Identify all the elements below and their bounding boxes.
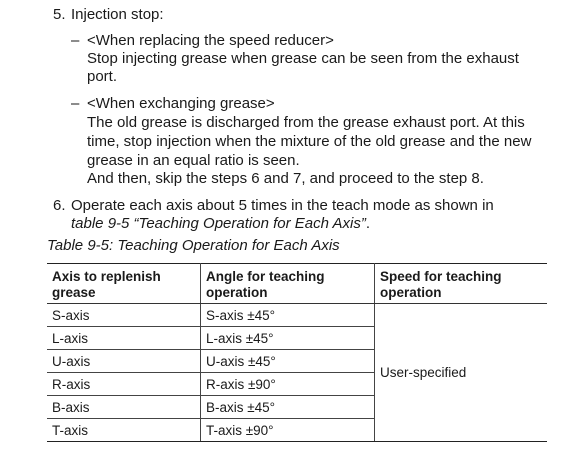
bullet-dash: –: [71, 32, 80, 49]
step-6-line-1: Operate each axis about 5 times in the teach mode as shown in: [71, 197, 494, 214]
cell-speed: User-specified: [375, 304, 548, 442]
item-text-line: grease in an equal ratio is seen.: [87, 152, 300, 169]
cell-angle: R-axis ±90°: [201, 373, 375, 396]
header-angle: Angle for teaching operation: [201, 264, 375, 304]
table-caption: Table 9-5: Teaching Operation for Each Axis: [47, 237, 340, 254]
item-heading-replacing: <When replacing the speed reducer>: [87, 32, 334, 49]
cell-axis: U-axis: [47, 350, 201, 373]
item-text-line: Stop injecting grease when grease can be seen from the exhaust: [87, 50, 519, 67]
cell-angle: U-axis ±45°: [201, 350, 375, 373]
item-text-line: time, stop injection when the mixture of the old grease and the new: [87, 133, 532, 150]
cell-angle: L-axis ±45°: [201, 327, 375, 350]
table-row: [47, 304, 547, 327]
cell-axis: T-axis: [47, 419, 201, 442]
cell-axis: B-axis: [47, 396, 201, 419]
step-5-title: Injection stop:: [71, 6, 164, 23]
step-5-number: 5.: [53, 6, 66, 23]
step-6-line-2: [71, 215, 370, 234]
bullet-dash: –: [71, 95, 80, 112]
cell-angle: B-axis ±45°: [201, 396, 375, 419]
table-header-row: [47, 264, 547, 304]
header-speed: Speed for teaching operation: [375, 264, 548, 304]
step-6-number: 6.: [53, 197, 66, 214]
table-reference-link[interactable]: table 9-5 “Teaching Operation for Each Axis”: [71, 215, 366, 232]
item-text-line: And then, skip the steps 6 and 7, and proceed to the step 8.: [87, 170, 484, 187]
item-text-line: The old grease is discharged from the grease exhaust port. At this: [87, 114, 525, 131]
cell-axis: L-axis: [47, 327, 201, 350]
cell-axis: R-axis: [47, 373, 201, 396]
item-heading-exchanging: <When exchanging grease>: [87, 95, 275, 112]
cell-angle: T-axis ±90°: [201, 419, 375, 442]
sentence-end: .: [365, 215, 371, 232]
cell-axis: S-axis: [47, 304, 201, 327]
header-axis: Axis to replenish grease: [47, 264, 201, 304]
teaching-operation-table: [47, 263, 547, 442]
cell-angle: S-axis ±45°: [201, 304, 375, 327]
item-text-line: port.: [87, 68, 118, 85]
